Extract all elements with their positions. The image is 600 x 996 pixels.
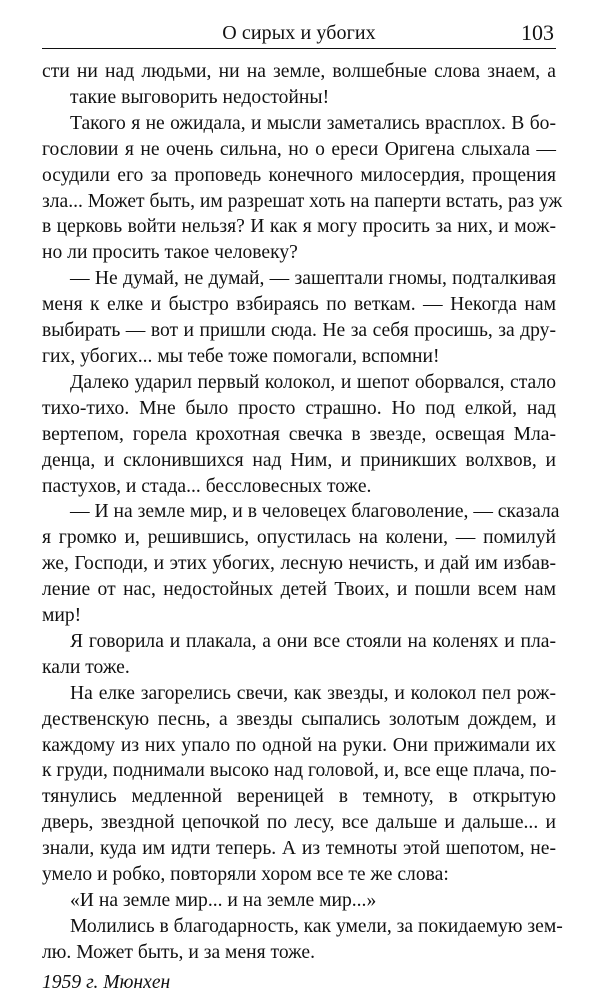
text-line: лю. Может быть, и за меня тоже. — [42, 941, 316, 963]
text-line: осудили его за проповедь конечного милосердия, прощения — [42, 164, 556, 186]
text-line: выбирать — вот и пришли сюда. Не за себя просишь, за дру- — [42, 320, 556, 342]
text-line: На елке загорелись свечи, как звезды, и колокол пел рож- — [70, 682, 556, 704]
text-line: Такого я не ожидала, и мысли заметались врасплох. В бо- — [70, 112, 556, 134]
book-page — [42, 14, 563, 996]
text-line: я громко и, решившись, опустилась на колени, — помилуй — [42, 527, 556, 549]
paragraph-8 — [42, 888, 556, 914]
page-number: 103 — [521, 20, 554, 45]
text-line: знали, куда им идти теперь. А из темноты этой шепотом, не- — [42, 838, 556, 860]
paragraph-2 — [42, 111, 563, 266]
text-line: дверь, звездной цепочкой по лесу, все дальше и дальше... и — [42, 812, 556, 834]
text-line: Я говорила и плакала, а они все стояли на коленях и пла- — [70, 630, 556, 652]
text-line: дественскую песнь, а звезды сыпались золотым дождем, и — [42, 708, 556, 730]
date-place-signature: 1959 г. Мюнхен — [42, 971, 171, 993]
text-line: тихо-тихо. Мне было просто страшно. Но под елкой, над — [42, 397, 556, 419]
paragraph-5 — [42, 499, 560, 629]
text-line: Молились в благодарность, как умели, за покидаемую зем- — [70, 915, 563, 937]
paragraph-4 — [42, 370, 556, 500]
text-line: гословии я не очень сильна, но о ереси Оригена слыхала — — [42, 138, 556, 160]
paragraph-1 — [42, 59, 556, 111]
text-line: — И на земле мир, и в человецех благоволение, — сказала — [70, 501, 560, 523]
text-line: тянулись медленной вереницей в темноту, в открытую — [42, 786, 556, 808]
text-line: же, Господи, и этих убогих, лесную нечисть, и дай им избав- — [42, 553, 556, 575]
text-line: такие выговорить недостойны! — [70, 86, 330, 108]
paragraph-9 — [42, 914, 563, 966]
paragraph-3 — [42, 266, 556, 370]
text-line: «И на земле мир... и на земле мир...» — [70, 890, 377, 911]
text-line: пастухов, и стада... бессловесных тоже. — [42, 475, 372, 497]
text-line: но ли просить такое человеку? — [42, 242, 298, 264]
text-line: к груди, поднимали высоко над головой, и, все еще плача, по- — [42, 760, 557, 782]
text-line: в церковь войти нельзя? И как я могу просить за них, и мож- — [42, 216, 556, 238]
text-line: меня к елке и быстро взбираясь по веткам. — Некогда нам — [42, 294, 556, 316]
text-line: Далеко ударил первый колокол, и шепот оборвался, стало — [70, 371, 556, 393]
text-line: гих, убогих... мы тебе тоже помогали, вспомни! — [42, 345, 440, 367]
running-title: О сирых и убогих — [222, 22, 376, 44]
body-text — [42, 59, 563, 966]
text-line: кали тоже. — [42, 656, 130, 678]
text-line: каждому из них упало по одной на руки. Они прижимали их — [42, 734, 556, 756]
paragraph-6 — [42, 629, 556, 681]
paragraph-7 — [42, 681, 556, 888]
text-line: денца, и склонившихся над Ним, и приникших волхвов, и — [42, 449, 556, 471]
text-line: — Не думай, не думай, — зашептали гномы, подталкивая — [70, 268, 556, 290]
text-line: зла... Может быть, им разрешат хоть на паперти встать, раз уж — [42, 190, 563, 212]
text-line: вертепом, горела крохотная свечка в звезде, освещая Мла- — [42, 423, 556, 445]
text-line: сти ни над людьми, ни на земле, волшебные слова знаем, а — [42, 61, 556, 82]
running-header — [42, 14, 556, 49]
text-line: ление от нас, недостойных детей Твоих, и пошли всем нам — [42, 579, 556, 601]
text-line: мир! — [42, 605, 82, 627]
text-line: умело и робко, повторяли хором все те же слова: — [42, 864, 449, 886]
